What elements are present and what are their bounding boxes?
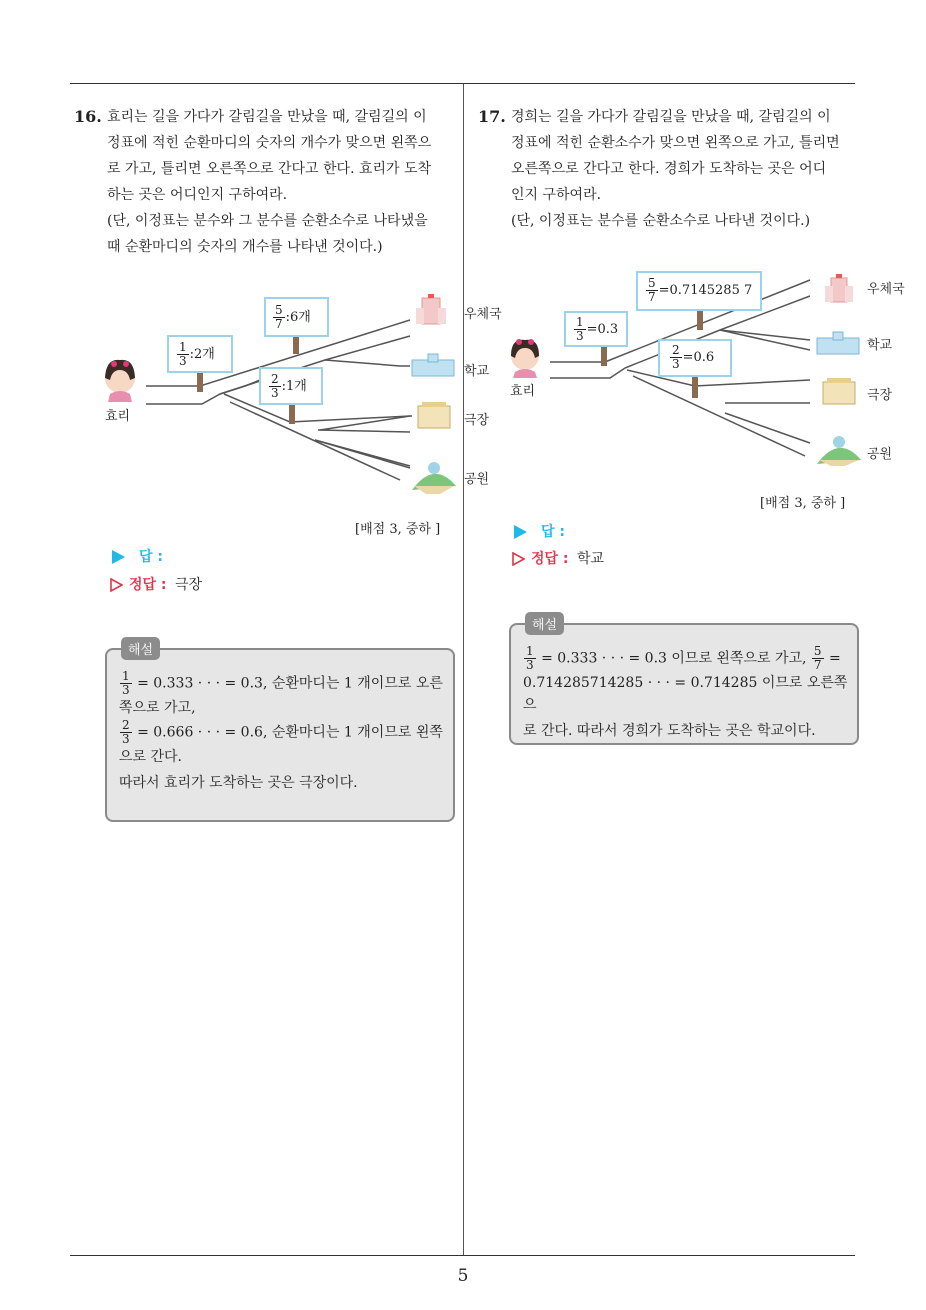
place-theater: 극장: [464, 413, 490, 428]
signpost-1: $\frac{1}{3}$ =0.3: [576, 315, 619, 343]
question-17: [478, 104, 868, 234]
blue-triangle-icon: [514, 525, 527, 539]
place-school: 학교: [464, 364, 490, 379]
girl-icon: [511, 339, 539, 378]
question-line: 하는 곳은 어디인지 구하여라.: [107, 187, 288, 203]
signpost-1: $\frac{1}{3}$ :2개: [179, 340, 215, 368]
place-park: 공원: [867, 447, 893, 462]
question-number: 16.: [74, 107, 102, 126]
explanation-text: $\frac{1}{3}$ = 0.333 · · · = 0.3, 순환마디는 1 개이므로 오른 쪽으로 가고, $\frac{2}{3}$ = 0.666 · · · = 0.6, 순환마디는 1 개이므로 왼쪽 으로 간다. 따라서 효리가 도착하는 곳은 극장이다.: [119, 669, 443, 791]
score-17: [배점 3, 중하 ]: [760, 496, 846, 511]
question-number: 17.: [478, 107, 506, 126]
post-office-icon: [416, 294, 446, 324]
crossroad-diagram-17: [505, 268, 915, 478]
school-icon: [817, 332, 859, 354]
signpost-3: $\frac{2}{3}$ =0.6: [672, 343, 715, 371]
question-line: 정표에 적힌 순환소수가 맞으면 왼쪽으로 가고, 틀리면: [511, 135, 840, 151]
bottom-rule: [70, 1255, 855, 1256]
question-line: 로 가고, 틀리면 오른쪽으로 간다고 한다. 효리가 도착: [107, 161, 432, 177]
page-number: 5: [457, 1266, 469, 1286]
explanation-box-17: [509, 618, 859, 745]
question-line: 경희는 길을 가다가 갈림길을 만났을 때, 갈림길의 이: [511, 109, 831, 125]
question-16: [74, 104, 464, 264]
correct-answer-value: 학교: [576, 551, 605, 567]
explanation-tag: 해설: [525, 612, 564, 635]
post-office-icon: [825, 274, 853, 302]
place-post-office: 우체국: [867, 282, 905, 297]
question-line: 오른쪽으로 간다고 한다. 경희가 도착하는 곳은 어디: [511, 161, 827, 177]
place-post-office: 우체국: [464, 307, 502, 322]
question-line: 정표에 적힌 순환마디의 숫자의 개수가 맞으면 왼쪽으: [107, 135, 432, 151]
explanation-tag: 해설: [121, 637, 160, 660]
correct-answer-row-16: 정답 : 극장: [110, 574, 202, 594]
red-triangle-icon: [512, 552, 525, 566]
question-line: 때 순환마디의 숫자의 개수를 나타낸 것이다.): [107, 239, 383, 255]
red-triangle-icon: [110, 578, 123, 592]
question-text: [511, 104, 861, 234]
place-school: 학교: [867, 338, 893, 353]
school-icon: [412, 354, 454, 376]
explanation-box-16: [105, 643, 455, 822]
crossroad-diagram-16: [100, 290, 510, 505]
theater-icon: [418, 402, 450, 428]
score-16: [배점 3, 중하 ]: [355, 522, 441, 537]
girl-icon: [105, 360, 135, 402]
blue-triangle-icon: [112, 550, 125, 564]
signpost-2: $\frac{5}{7}$ =0.7145285 7: [648, 276, 753, 304]
signpost-3: $\frac{2}{3}$ :1개: [271, 372, 307, 400]
person-label: 효리: [510, 384, 536, 399]
question-line: (단, 이정표는 분수와 그 분수를 순환소수로 나타냈을: [107, 213, 428, 229]
correct-answer-row-17: 정답 : 학교: [512, 548, 604, 568]
answer-row-17: 답 :: [514, 521, 565, 541]
question-line: 인지 구하여라.: [511, 187, 602, 203]
question-line: 효리는 길을 가다가 갈림길을 만났을 때, 갈림길의 이: [107, 109, 427, 125]
question-line: (단, 이정표는 분수를 순환소수로 나타낸 것이다.): [511, 213, 811, 229]
place-theater: 극장: [867, 388, 893, 403]
park-icon: [817, 436, 861, 466]
signpost-2: $\frac{5}{7}$ :6개: [275, 303, 311, 331]
theater-icon: [823, 378, 855, 404]
answer-row-16: 답 :: [112, 546, 163, 566]
question-text: [107, 104, 457, 260]
person-label: 효리: [105, 409, 131, 424]
correct-answer-value: 극장: [174, 577, 203, 593]
explanation-text: $\frac{1}{3}$ = 0.333 · · · = 0.3 이므로 왼쪽으로 가고, $\frac{5}{7}$ = 0.714285714285 · · · = 0.714285 이므로 오른쪽으 로 간다. 따라서 경희가 도착하는 곳은 학교이다.: [523, 644, 848, 739]
place-park: 공원: [464, 472, 490, 487]
park-icon: [412, 462, 456, 494]
